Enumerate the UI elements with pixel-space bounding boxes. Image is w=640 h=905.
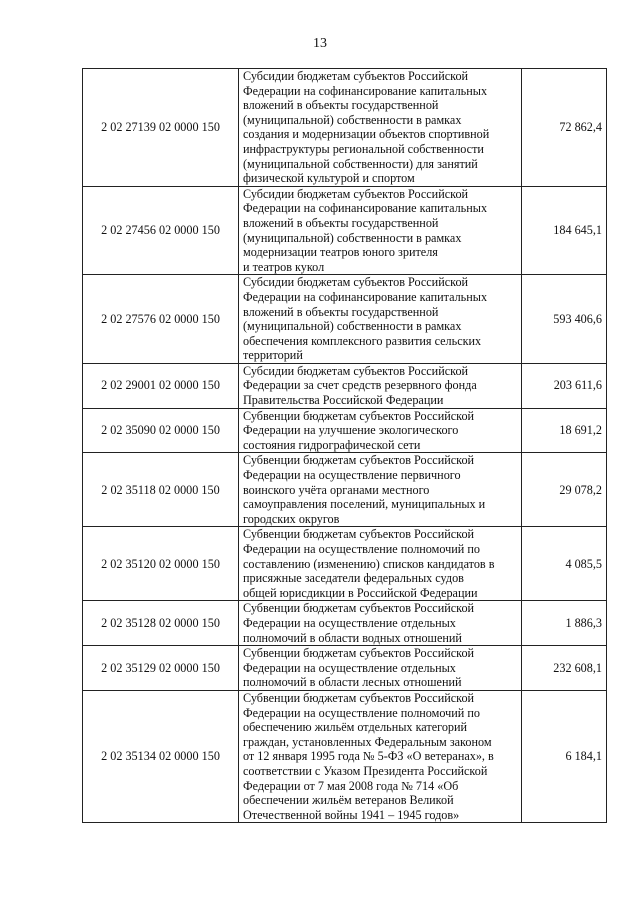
- budget-code-cell: 2 02 35090 02 0000 150: [83, 408, 239, 453]
- table-row: [83, 186, 607, 275]
- amount-cell: 4 085,5: [522, 527, 607, 601]
- description-line: от 12 января 1995 года № 5-ФЗ «О ветеранах», в: [243, 749, 494, 764]
- description-line: физической культурой и спортом: [243, 171, 415, 186]
- description-line: Субвенции бюджетам субъектов Российской: [243, 690, 475, 705]
- description-cell: [239, 275, 522, 364]
- description-line: общей юрисдикции в Российской Федерации: [243, 585, 478, 600]
- description-line: (муниципальной собственности) для занятий: [243, 156, 478, 171]
- description-line: вложений в объекты государственной: [243, 98, 439, 113]
- description-line: полномочий в области лесных отношений: [243, 675, 462, 690]
- description-line: Субвенции бюджетам субъектов Российской: [243, 408, 475, 423]
- budget-table: [82, 68, 607, 823]
- description-line: Федерации на осуществление отдельных: [243, 615, 456, 630]
- budget-code-cell: 2 02 35118 02 0000 150: [83, 453, 239, 527]
- description-line: Федерации на софинансирование капитальных: [243, 201, 488, 216]
- description-cell: [239, 408, 522, 453]
- description-line: и театров кукол: [243, 259, 325, 274]
- table-row: [83, 69, 607, 187]
- description-cell: [239, 186, 522, 275]
- table-row: [83, 363, 607, 408]
- table-row: [83, 275, 607, 364]
- description-line: обеспечения комплексного развития сельских: [243, 333, 482, 348]
- description-line: Субвенции бюджетам субъектов Российской: [243, 601, 475, 616]
- budget-code-cell: 2 02 35129 02 0000 150: [83, 646, 239, 691]
- description-cell: [239, 69, 522, 187]
- description-line: Федерации на осуществление первичного: [243, 468, 461, 483]
- description-line: Субсидии бюджетам субъектов Российской: [243, 275, 469, 290]
- description-line: Субвенции бюджетам субъектов Российской: [243, 453, 475, 468]
- budget-table-body: [83, 69, 607, 823]
- description-line: Федерации на осуществление полномочий по: [243, 542, 480, 556]
- page-number: 13: [313, 36, 327, 51]
- description-line: Субсидии бюджетам субъектов Российской: [243, 363, 469, 378]
- budget-code-cell: 2 02 29001 02 0000 150: [83, 363, 239, 408]
- description-line: состояния гидрографической сети: [243, 437, 421, 452]
- description-line: полномочий в области водных отношений: [243, 630, 462, 645]
- budget-code-cell: 2 02 27456 02 0000 150: [83, 186, 239, 275]
- budget-code-cell: 2 02 27576 02 0000 150: [83, 275, 239, 364]
- description-line: инфраструктуры региональной собственности: [243, 141, 484, 156]
- table-row: [83, 453, 607, 527]
- description-line: Федерации за счет средств резервного фонда: [243, 378, 477, 393]
- description-line: самоуправления поселений, муниципальных и: [243, 497, 486, 512]
- description-line: Федерации на софинансирование капитальных: [243, 83, 488, 98]
- description-cell: [239, 690, 522, 822]
- description-line: модернизации театров юного зрителя: [243, 245, 438, 260]
- description-line: Правительства Российской Федерации: [243, 393, 444, 408]
- description-line: создания и модернизации объектов спортивной: [243, 127, 490, 142]
- description-line: Отечественной войны 1941 – 1945 годов»: [243, 807, 460, 822]
- description-cell: [239, 646, 522, 691]
- description-line: Федерации от 7 мая 2008 года № 714 «Об: [243, 778, 459, 793]
- table-row: [83, 408, 607, 453]
- table-row: [83, 646, 607, 691]
- description-line: (муниципальной) собственности в рамках: [243, 112, 462, 127]
- description-cell: [239, 527, 522, 601]
- description-line: (муниципальной) собственности в рамках: [243, 230, 462, 245]
- description-line: Федерации на осуществление полномочий по: [243, 705, 480, 720]
- amount-cell: 593 406,6: [522, 275, 607, 364]
- amount-cell: 6 184,1: [522, 690, 607, 822]
- budget-code-cell: 2 02 35134 02 0000 150: [83, 690, 239, 822]
- description-cell: [239, 453, 522, 527]
- description-line: Федерации на улучшение экологического: [243, 423, 459, 438]
- table-row: [83, 690, 607, 822]
- description-line: вложений в объекты государственной: [243, 215, 439, 230]
- description-line: Федерации на осуществление отдельных: [243, 660, 456, 675]
- description-line: соответствии с Указом Президента Российской: [243, 763, 488, 778]
- amount-cell: 232 608,1: [522, 646, 607, 691]
- description-line: обеспечении жильём ветеранов Великой: [243, 793, 454, 808]
- description-line: территорий: [243, 348, 303, 363]
- table-row: [83, 527, 607, 601]
- budget-code-cell: 2 02 35128 02 0000 150: [83, 601, 239, 646]
- amount-cell: 203 611,6: [522, 363, 607, 408]
- description-line: Субвенции бюджетам субъектов Российской: [243, 527, 475, 542]
- budget-code-cell: 2 02 35120 02 0000 150: [83, 527, 239, 601]
- amount-cell: 72 862,4: [522, 69, 607, 187]
- amount-cell: 1 886,3: [522, 601, 607, 646]
- description-line: Субсидии бюджетам субъектов Российской: [243, 186, 469, 201]
- description-line: (муниципальной) собственности в рамках: [243, 319, 462, 334]
- amount-cell: 184 645,1: [522, 186, 607, 275]
- description-line: составлению (изменению) списков кандидатов в: [243, 556, 495, 571]
- amount-cell: 18 691,2: [522, 408, 607, 453]
- description-line: городских округов: [243, 511, 340, 526]
- amount-cell: 29 078,2: [522, 453, 607, 527]
- description-cell: [239, 363, 522, 408]
- description-line: граждан, установленных Федеральным законом: [243, 734, 492, 749]
- description-line: присяжные заседатели федеральных судов: [243, 571, 464, 586]
- description-line: Субсидии бюджетам субъектов Российской: [243, 69, 469, 83]
- description-cell: [239, 601, 522, 646]
- description-line: воинского учёта органами местного: [243, 482, 430, 497]
- description-line: обеспечению жильём отдельных категорий: [243, 720, 468, 735]
- description-line: вложений в объекты государственной: [243, 304, 439, 319]
- description-line: Субвенции бюджетам субъектов Российской: [243, 646, 475, 661]
- description-line: Федерации на софинансирование капитальных: [243, 289, 488, 304]
- budget-code-cell: 2 02 27139 02 0000 150: [83, 69, 239, 187]
- table-row: [83, 601, 607, 646]
